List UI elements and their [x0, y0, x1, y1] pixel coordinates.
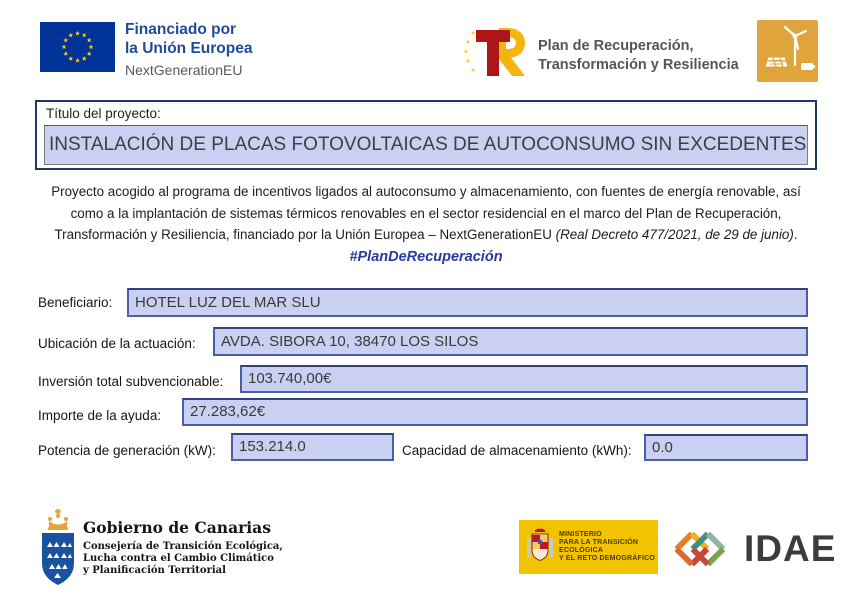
- ministry-line2: PARA LA TRANSICIÓN ECOLÓGICA: [559, 538, 639, 554]
- program-description: Proyecto acogido al programa de incentivos ligados al autoconsumo y almacenamiento, con fuentes de energía renovable, así como a la implantación de sistemas térmicos renovables en el sector residencial en el marco del Plan de Recuperación, Transformación y Resiliencia, financiado por la Unión Europea – NextGenerationEU (Real Decreto 477/2021, de 29 de junio).: [51, 184, 801, 243]
- nextgeneration-eu-label: NextGenerationEU: [125, 61, 243, 78]
- renewable-energy-icon: [757, 20, 818, 82]
- idae-logo: [670, 517, 836, 581]
- canarias-dept-line3: y Planificación Territorial: [83, 564, 226, 576]
- eu-funding-line1: Financiado por: [125, 21, 237, 38]
- ministry-logo: [519, 520, 658, 574]
- generation-power-label: Potencia de generación (kW):: [38, 443, 216, 458]
- ministry-text: [559, 531, 658, 563]
- storage-capacity-field[interactable]: 0.0: [644, 434, 808, 461]
- recovery-plan-title: [538, 37, 739, 75]
- storage-capacity-label: Capacidad de almacenamiento (kWh):: [402, 443, 632, 458]
- recovery-plan-tr-icon: [462, 20, 534, 84]
- project-title-field[interactable]: INSTALACIÓN DE PLACAS FOTOVOLTAICAS DE AUTOCONSUMO SIN EXCEDENTES: [44, 125, 808, 165]
- description-text: Proyecto acogido al programa de incentivos ligados al autoconsumo y almacenamiento, con fuentes de energía renovable, así como a la implantación de sistemas térmicos renovables en el sector residencial en el marco del Plan de Recuperación, Transformación y Resiliencia, financiado por la Unión Europea – NextGenerationEU: [51, 184, 801, 243]
- canarias-dept-line1: Consejería de Transición Ecológica,: [83, 541, 283, 552]
- royal-decree-reference: (Real Decreto 477/2021, de 29 de junio): [555, 227, 794, 243]
- eu-flag-icon: [40, 22, 115, 72]
- project-title-box: [35, 100, 817, 170]
- eu-funding-text: [125, 21, 252, 79]
- generation-power-field[interactable]: 153.214.0: [231, 433, 394, 461]
- aid-amount-field[interactable]: 27.283,62€: [182, 398, 808, 426]
- recovery-plan-hashtag: #PlanDeRecuperación: [349, 249, 503, 265]
- idae-name: IDAE: [744, 528, 837, 569]
- spain-coat-of-arms-icon: [525, 526, 555, 568]
- aid-amount-label: Importe de la ayuda:: [38, 408, 162, 423]
- beneficiary-label: Beneficiario:: [38, 295, 113, 310]
- gobierno-canarias-coat-of-arms-icon: [38, 507, 78, 593]
- recovery-plan-line1: Plan de Recuperación,: [538, 38, 694, 54]
- ministry-line1: MINISTERIO: [559, 530, 602, 538]
- location-field[interactable]: AVDA. SIBORA 10, 38470 LOS SILOS: [213, 327, 808, 356]
- idae-diamond-icon: [670, 517, 740, 581]
- recovery-plan-line2: Transformación y Resiliencia: [538, 56, 739, 73]
- eu-funding-line2: la Unión Europea: [125, 39, 253, 57]
- gobierno-canarias-department: [83, 541, 283, 576]
- location-label: Ubicación de la actuación:: [38, 336, 196, 351]
- investment-field[interactable]: 103.740,00€: [240, 365, 808, 393]
- beneficiary-field[interactable]: HOTEL LUZ DEL MAR SLU: [127, 288, 808, 317]
- project-title-label: Título del proyecto:: [46, 106, 161, 121]
- investment-label: Inversión total subvencionable:: [38, 374, 224, 389]
- canarias-dept-line2: Lucha contra el Cambio Climático: [83, 552, 274, 564]
- ministry-line3: Y EL RETO DEMOGRÁFICO: [559, 555, 655, 563]
- gobierno-canarias-name: Gobierno de Canarias: [83, 518, 271, 537]
